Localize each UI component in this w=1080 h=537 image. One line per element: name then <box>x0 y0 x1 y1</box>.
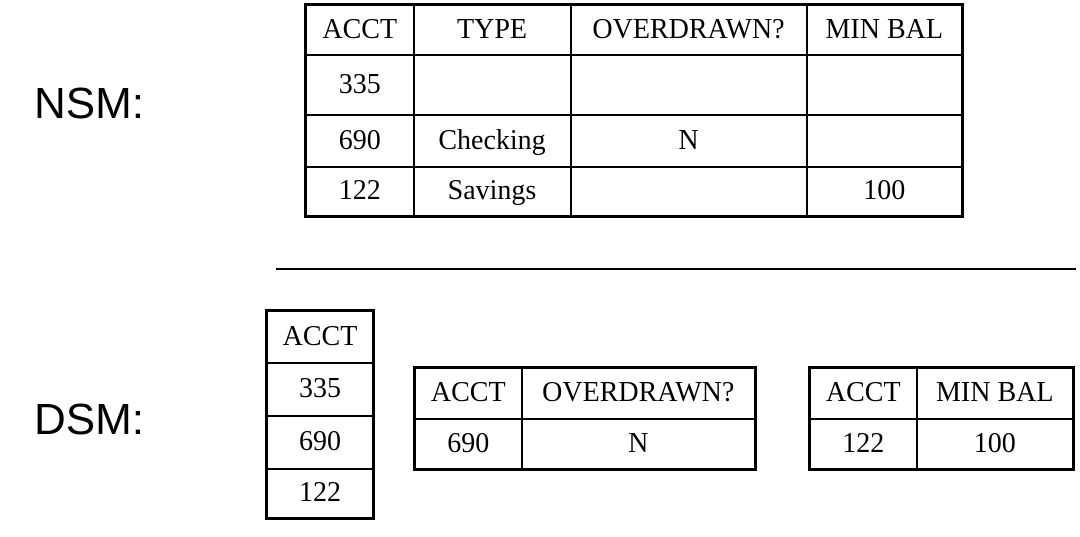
nsm-cell-acct: 690 <box>306 115 414 167</box>
dsm-overdrawn-header-acct: ACCT <box>415 368 522 419</box>
dsm-acct-cell: 335 <box>267 363 374 416</box>
nsm-cell-overdrawn <box>571 167 807 217</box>
dsm-acct-header-row <box>267 311 374 363</box>
nsm-cell-min-bal: 100 <box>807 167 963 217</box>
dsm-min-bal-cell-acct: 122 <box>810 419 917 470</box>
nsm-label: NSM: <box>34 79 144 128</box>
dsm-overdrawn-header-overdrawn: OVERDRAWN? <box>522 368 756 419</box>
dsm-overdrawn-cell-overdrawn: N <box>522 419 756 470</box>
table-row <box>267 416 374 469</box>
dsm-overdrawn-table <box>413 366 757 471</box>
dsm-acct-cell: 122 <box>267 469 374 519</box>
nsm-cell-overdrawn <box>571 55 807 115</box>
nsm-cell-type <box>414 55 571 115</box>
dsm-min-bal-table <box>808 366 1075 471</box>
table-row <box>267 469 374 519</box>
dsm-min-bal-header-row <box>810 368 1074 419</box>
section-divider <box>276 268 1076 270</box>
table-row <box>306 115 963 167</box>
dsm-label: DSM: <box>34 395 144 444</box>
nsm-cell-min-bal <box>807 115 963 167</box>
table-row <box>306 167 963 217</box>
table-row <box>415 419 756 470</box>
nsm-cell-type: Savings <box>414 167 571 217</box>
dsm-acct-cell: 690 <box>267 416 374 469</box>
dsm-min-bal-header-min-bal: MIN BAL <box>917 368 1074 419</box>
nsm-table <box>304 3 964 218</box>
nsm-header-overdrawn: OVERDRAWN? <box>571 5 807 55</box>
nsm-cell-overdrawn: N <box>571 115 807 167</box>
nsm-header-min-bal: MIN BAL <box>807 5 963 55</box>
nsm-header-row <box>306 5 963 55</box>
dsm-acct-header: ACCT <box>267 311 374 363</box>
dsm-acct-table <box>265 309 375 520</box>
dsm-min-bal-header-acct: ACCT <box>810 368 917 419</box>
table-row <box>810 419 1074 470</box>
table-row <box>306 55 963 115</box>
nsm-cell-min-bal <box>807 55 963 115</box>
nsm-cell-type: Checking <box>414 115 571 167</box>
table-row <box>267 363 374 416</box>
nsm-cell-acct: 335 <box>306 55 414 115</box>
dsm-overdrawn-header-row <box>415 368 756 419</box>
nsm-cell-acct: 122 <box>306 167 414 217</box>
dsm-overdrawn-cell-acct: 690 <box>415 419 522 470</box>
nsm-header-type: TYPE <box>414 5 571 55</box>
nsm-header-acct: ACCT <box>306 5 414 55</box>
dsm-min-bal-cell-min-bal: 100 <box>917 419 1074 470</box>
